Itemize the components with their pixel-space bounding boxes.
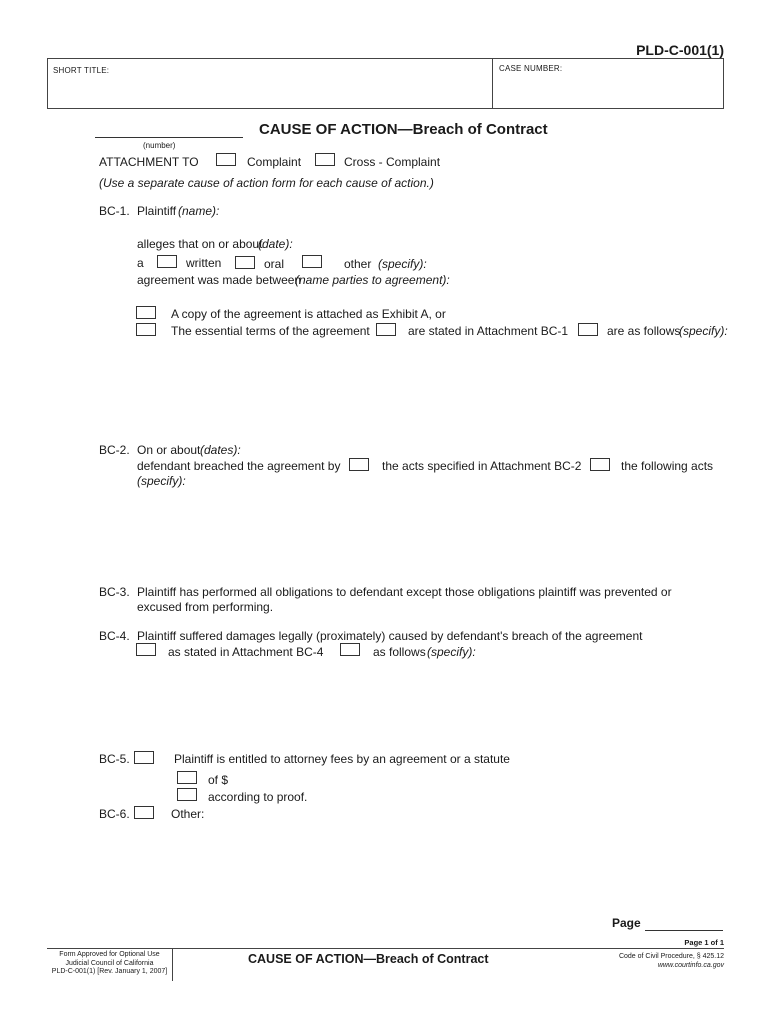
footer-rule (47, 948, 724, 949)
bc4-number: BC-4. (99, 629, 130, 643)
essential-terms-label: The essential terms of the agreement (171, 324, 370, 338)
bc3-line1: Plaintiff has performed all obligations to defendant except those obligations plaintiff was prevented or (137, 585, 672, 599)
footer-code (619, 952, 724, 970)
other-checkbox[interactable] (302, 255, 322, 268)
copy-attached-label: A copy of the agreement is attached as Exhibit A, or (171, 307, 446, 321)
attachment-to-label: ATTACHMENT TO (99, 155, 199, 169)
complaint-label: Complaint (247, 155, 302, 169)
bc1-plaintiff-label: Plaintiff (137, 204, 177, 218)
caption-divider (492, 59, 493, 108)
written-label: written (186, 256, 222, 270)
bc6-number: BC-6. (99, 807, 130, 821)
oral-checkbox[interactable] (235, 256, 255, 269)
page-number-field[interactable] (645, 930, 723, 931)
bc2-specify-hint: (specify): (137, 474, 186, 488)
bc2-number: BC-2. (99, 443, 130, 457)
bc4-line1: Plaintiff suffered damages legally (proximately) caused by defendant's breach of the agreement (137, 629, 643, 643)
footer-title: CAUSE OF ACTION—Breach of Contract (248, 952, 489, 966)
according-proof-checkbox[interactable] (177, 788, 197, 801)
stated-bc1-checkbox[interactable] (376, 323, 396, 336)
made-between-label: agreement was made between (137, 273, 302, 287)
stated-bc1-label: are stated in Attachment BC-1 (408, 324, 569, 338)
caption-box (47, 58, 724, 109)
bc1-name-hint: (name): (178, 204, 220, 218)
attachment-note: (Use a separate cause of action form for each cause of action.) (99, 176, 434, 190)
bc2-on-or-about: On or about (137, 443, 201, 457)
bc5-text: Plaintiff is entitled to attorney fees by an agreement or a statute (174, 752, 510, 766)
as-follows-bc1-label: are as follows (607, 324, 681, 338)
other-specify-hint: (specify): (378, 257, 427, 271)
bc1-alleges-label: alleges that on or about (137, 237, 263, 251)
bc2-breached-label: defendant breached the agreement by (137, 459, 341, 473)
stated-bc4-checkbox[interactable] (136, 643, 156, 656)
footer-approved-line1: Form Approved for Optional Use (59, 951, 160, 958)
bc1-date-hint: (date): (258, 237, 293, 251)
bc1-number: BC-1. (99, 204, 130, 218)
cause-number-field[interactable] (95, 137, 243, 138)
according-proof-label: according to proof. (208, 790, 308, 804)
footer-website-link[interactable]: www.courtinfo.ca.gov (657, 962, 724, 969)
bc5-checkbox[interactable] (134, 751, 154, 764)
cross-complaint-checkbox[interactable] (315, 153, 335, 166)
page-title: CAUSE OF ACTION—Breach of Contract (259, 121, 548, 138)
case-number-label: CASE NUMBER: (499, 64, 563, 73)
footer-approved (22, 951, 197, 977)
following-acts-checkbox[interactable] (590, 458, 610, 471)
page-of-label: Page 1 of 1 (684, 938, 724, 947)
footer-approved-line3: PLD-C-001(1) [Rev. January 1, 2007] (51, 968, 168, 975)
stated-bc4-label: as stated in Attachment BC-4 (168, 645, 324, 659)
as-follows-bc4-label: as follows (373, 645, 426, 659)
essential-terms-checkbox[interactable] (136, 323, 156, 336)
acts-bc2-label: the acts specified in Attachment BC-2 (382, 459, 582, 473)
bc6-other-label: Other: (171, 807, 205, 821)
bc5-number: BC-5. (99, 752, 130, 766)
bc3-number: BC-3. (99, 585, 130, 599)
amount-label: of $ (208, 773, 229, 787)
bc3-line2: excused from performing. (137, 600, 274, 614)
as-follows-bc4-checkbox[interactable] (340, 643, 360, 656)
written-checkbox[interactable] (157, 255, 177, 268)
following-acts-label: the following acts (621, 459, 714, 473)
short-title-label: SHORT TITLE: (53, 66, 110, 75)
as-follows-bc1-hint: (specify): (679, 324, 728, 338)
footer-approved-line2: Judicial Council of California (65, 959, 154, 967)
complaint-checkbox[interactable] (216, 153, 236, 166)
bc6-checkbox[interactable] (134, 806, 154, 819)
bc2-dates-hint: (dates): (200, 443, 241, 457)
as-follows-bc1-checkbox[interactable] (578, 323, 598, 336)
cross-complaint-label: Cross - Complaint (344, 155, 441, 169)
amount-checkbox[interactable] (177, 771, 197, 784)
other-label: other (344, 257, 372, 271)
acts-bc2-checkbox[interactable] (349, 458, 369, 471)
as-follows-bc4-hint: (specify): (427, 645, 476, 659)
parties-hint: (name parties to agreement): (295, 273, 450, 287)
footer-code-line: Code of Civil Procedure, § 425.12 (618, 953, 724, 960)
bc1-a-label: a (137, 256, 144, 270)
page-label: Page (612, 916, 641, 930)
number-label: (number) (143, 141, 176, 150)
copy-attached-checkbox[interactable] (136, 306, 156, 319)
oral-label: oral (264, 257, 285, 271)
form-id: PLD-C-001(1) (636, 42, 724, 58)
